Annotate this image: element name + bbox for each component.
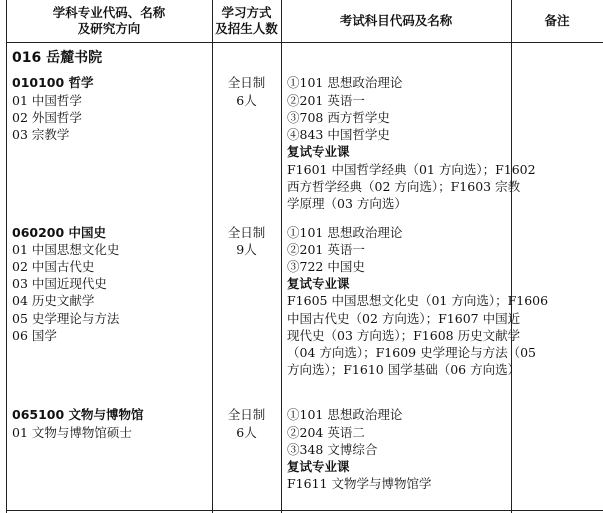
exam-item: ②201 英语一: [287, 242, 365, 257]
exam-item: ②201 英语一: [287, 93, 365, 108]
retest-title: 复试专业课: [287, 144, 350, 159]
header-col-major: 学科专业代码、名称 及研究方向: [52, 5, 166, 36]
retest-line: F1611 文物学与博物馆学: [287, 476, 432, 491]
direction-item: 02 外国哲学: [12, 110, 82, 125]
retest-line: F1605 中国思想文化史（01 方向选）；F1606: [287, 293, 549, 308]
direction-item: 06 国学: [12, 328, 57, 343]
retest-title: 复试专业课: [287, 276, 350, 291]
exam-item: ③708 西方哲学史: [287, 110, 390, 125]
study-mode: 全日制: [227, 225, 266, 240]
section-code-name: 010100 哲学: [12, 75, 94, 90]
direction-item: 02 中国古代史: [12, 259, 95, 274]
exam-item: ③722 中国史: [287, 259, 365, 274]
section-code-name: 060200 中国史: [12, 225, 107, 240]
exam-item: ①101 思想政治理论: [287, 225, 403, 240]
table-border-bottom: [6, 510, 603, 511]
retest-line: 学原理（03 方向选）: [287, 196, 407, 211]
direction-item: 03 中国近现代史: [12, 276, 107, 291]
table-border-left: [6, 0, 7, 513]
exam-item: ①101 思想政治理论: [287, 407, 403, 422]
quota: 9人: [236, 242, 257, 257]
section-code-name: 065100 文物与博物馆: [12, 407, 144, 422]
retest-line: （04 方向选）；F1609 史学理论与方法（05: [287, 345, 536, 360]
exam-item: ②204 英语二: [287, 425, 365, 440]
header-col-exams: 考试科目代码及名称: [339, 13, 453, 28]
exam-item: ③348 文博综合: [287, 442, 378, 457]
header-col-study-mode: 学习方式 及招生人数: [215, 5, 278, 36]
retest-line: 中国古代史（02 方向选）；F1607 中国近: [287, 311, 521, 326]
retest-line: 现代史（03 方向选）；F1608 历史文献学: [287, 328, 521, 343]
quota: 6人: [236, 425, 257, 440]
direction-item: 03 宗教学: [12, 127, 70, 142]
quota: 6人: [236, 93, 257, 108]
header-col-notes: 备注: [544, 13, 570, 28]
study-mode: 全日制: [227, 75, 266, 90]
direction-item: 01 中国哲学: [12, 93, 82, 108]
direction-item: 04 历史文献学: [12, 293, 95, 308]
study-mode: 全日制: [227, 407, 266, 422]
direction-item: 05 史学理论与方法: [12, 311, 120, 326]
exam-item: ④843 中国哲学史: [287, 127, 390, 142]
exam-item: ①101 思想政治理论: [287, 75, 403, 90]
department-title: 016 岳麓书院: [12, 50, 103, 66]
retest-line: 方向选）；F1610 国学基础（06 方向选）: [287, 362, 521, 377]
column-divider: [281, 0, 282, 513]
direction-item: 01 文物与博物馆硕士: [12, 425, 132, 440]
retest-line: F1601 中国哲学经典（01 方向选）；F1602: [287, 162, 536, 177]
retest-line: 西方哲学经典（02 方向选）；F1603 宗教: [287, 179, 521, 194]
direction-item: 01 中国思想文化史: [12, 242, 120, 257]
column-divider: [511, 0, 512, 513]
header-divider: [6, 42, 603, 43]
retest-title: 复试专业课: [287, 459, 350, 474]
